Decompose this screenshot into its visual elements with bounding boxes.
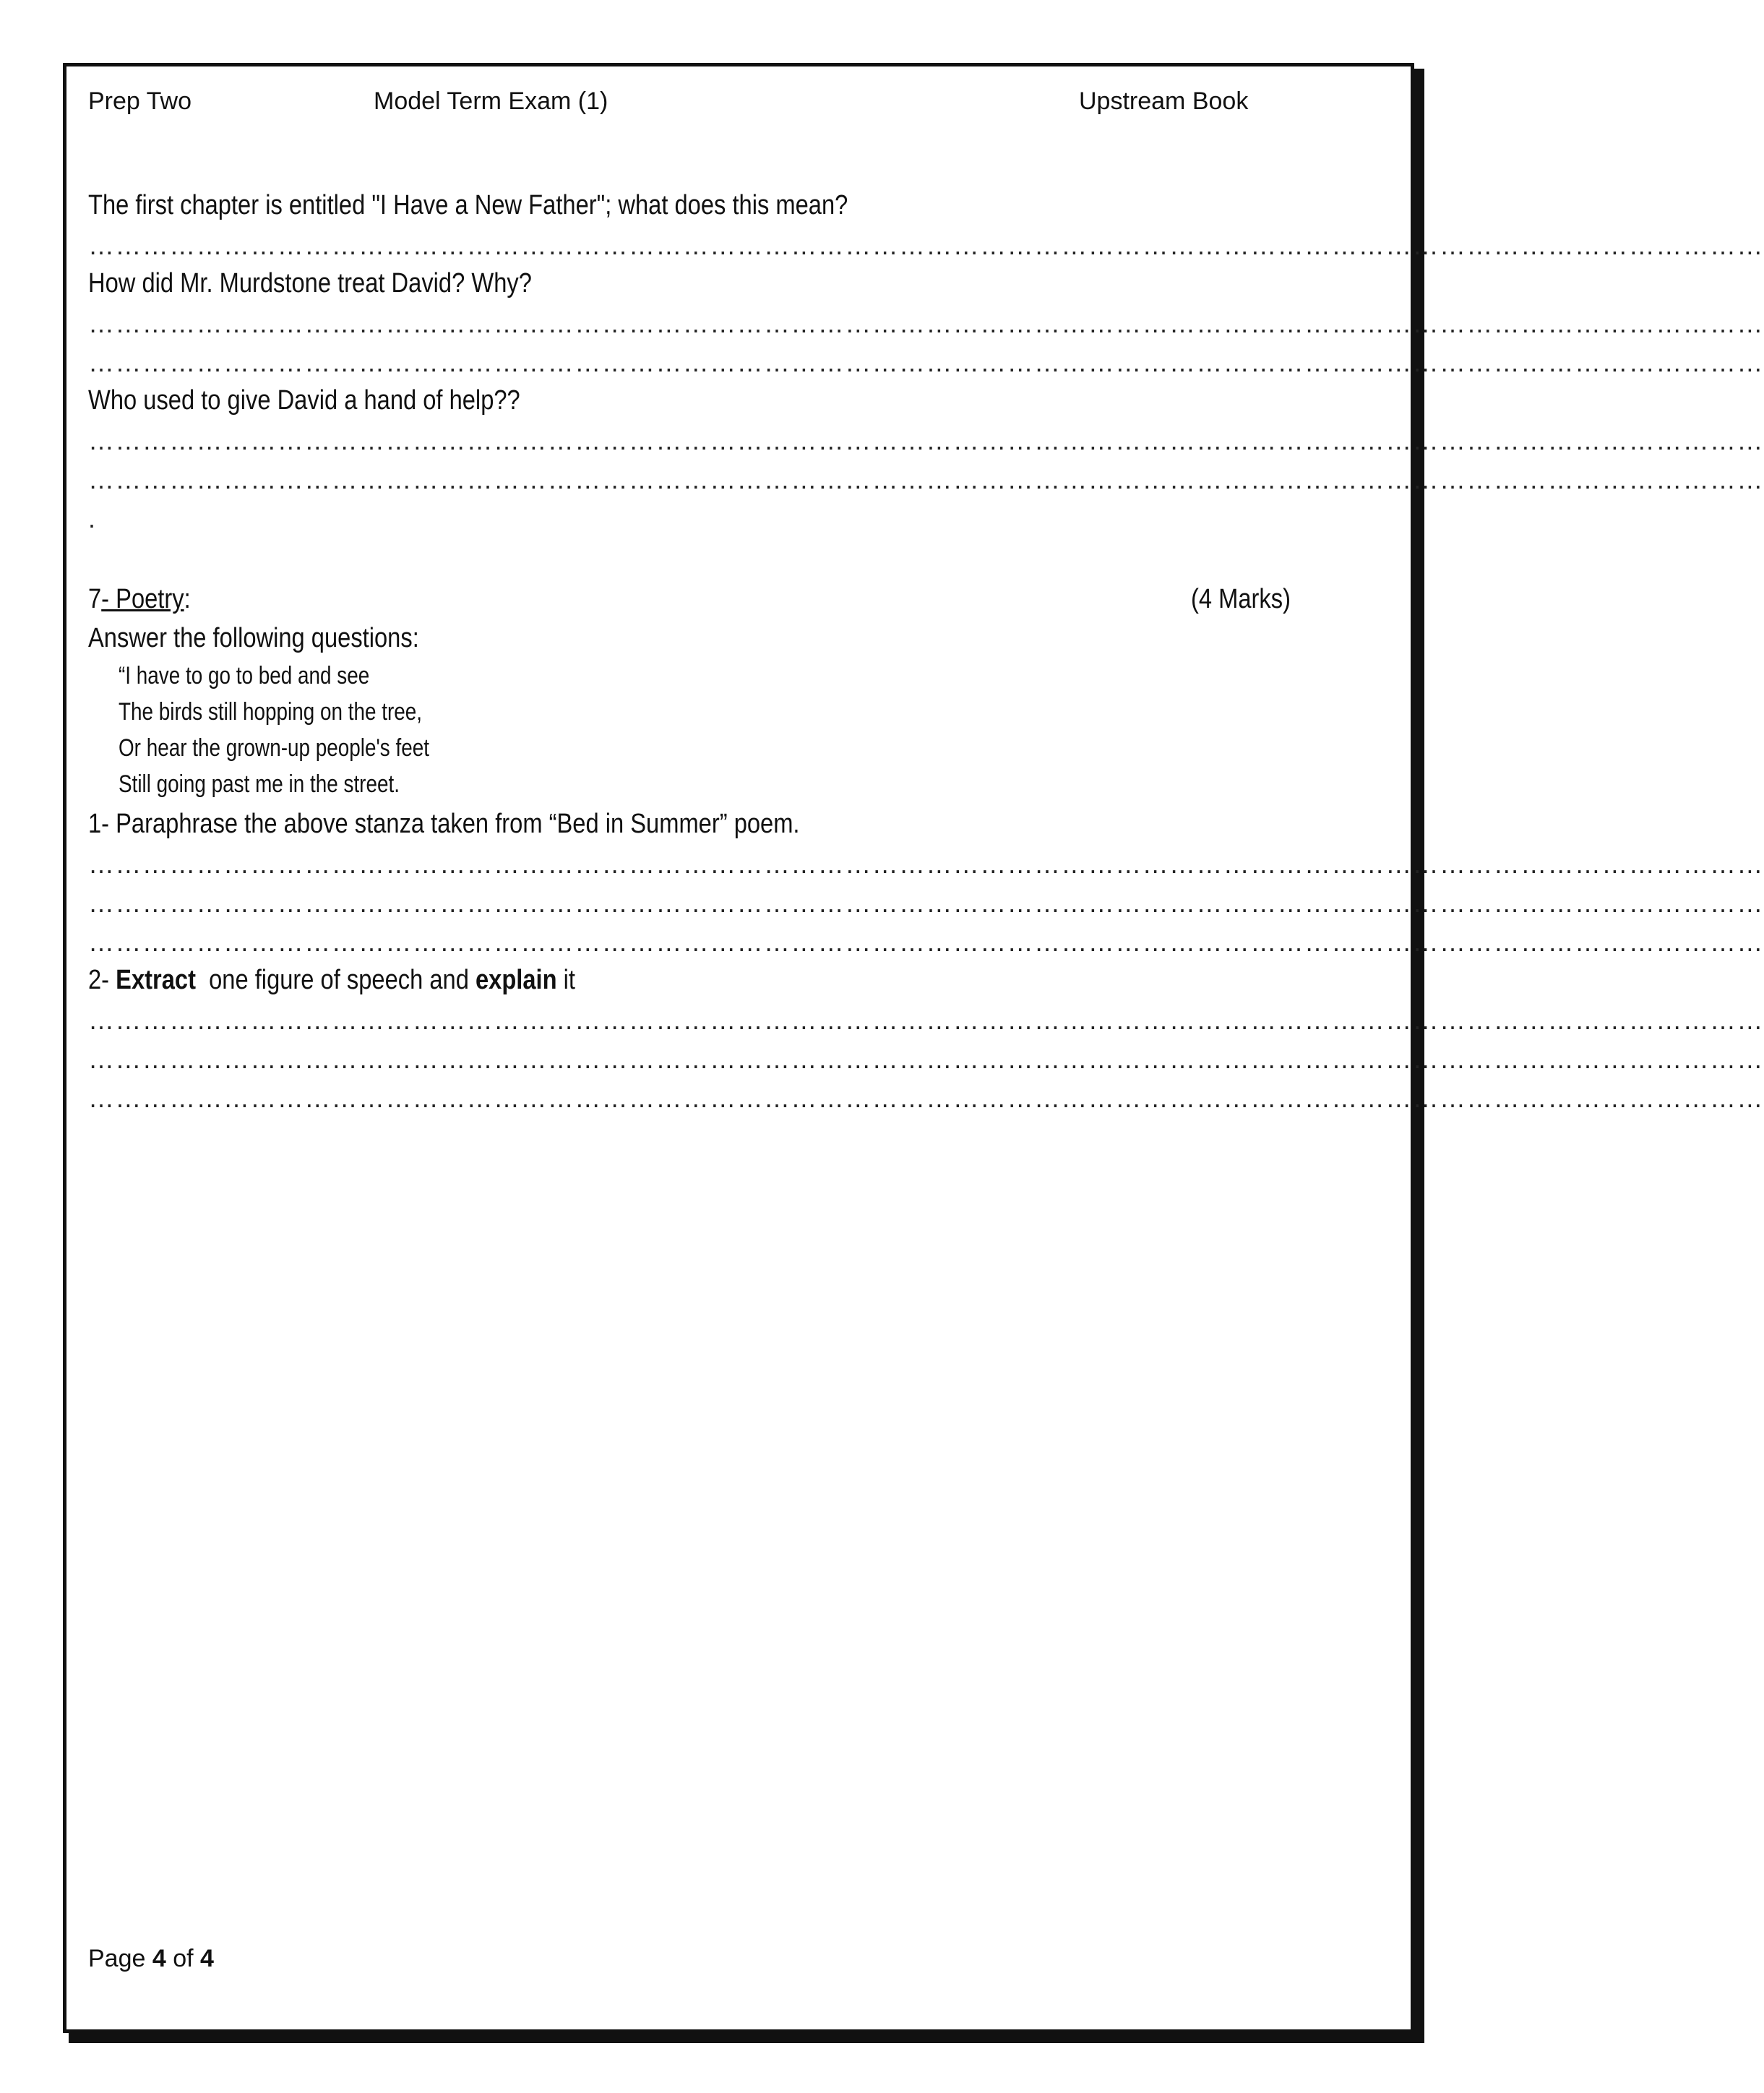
page-label: Page xyxy=(88,1945,146,1972)
stanza-line: Still going past me in the street. xyxy=(119,770,400,798)
page-total: 4 xyxy=(200,1945,214,1972)
header-exam-title: Model Term Exam (1) xyxy=(374,87,608,115)
poetry-section-colon: : xyxy=(184,584,191,614)
poetry-question-2 xyxy=(88,963,575,997)
poetry-instruction: Answer the following questions: xyxy=(88,623,419,653)
page-of-label: of xyxy=(173,1945,194,1972)
stanza-line: The birds still hopping on the tree, xyxy=(119,698,423,726)
answer-line[interactable]: …………………………………………………………………………………………………………………………………………………………………… xyxy=(88,1005,1764,1035)
novel-question-3: Who used to give David a hand of help?? xyxy=(88,385,520,416)
poetry-marks: (4 Marks) xyxy=(1191,584,1291,614)
poetry-q2-extract: Extract xyxy=(116,965,196,995)
answer-line[interactable]: …………………………………………………………………………………………………………………………………………………………………… xyxy=(88,348,1764,377)
poetry-section-heading xyxy=(88,583,191,616)
poetry-question-1: 1- Paraphrase the above stanza taken from “Bed in Summer” poem. xyxy=(88,809,800,839)
stanza-line: “I have to go to bed and see xyxy=(119,662,370,689)
answer-line[interactable]: …………………………………………………………………………………………………………………………………………………………………… xyxy=(88,888,1764,918)
header-book: Upstream Book xyxy=(1079,87,1249,115)
answer-line[interactable]: …………………………………………………………………………………………………………………………………………………………………… xyxy=(88,927,1764,957)
poetry-section-title: - Poetry xyxy=(101,584,184,614)
answer-line[interactable]: …………………………………………………………………………………………………………………………………………………………………… xyxy=(88,1083,1764,1113)
answer-line[interactable]: …………………………………………………………………………………………………………………………………………………………………… xyxy=(88,849,1764,879)
answer-line[interactable]: …………………………………………………………………………………………………………………………………………………………………… xyxy=(88,1044,1764,1074)
poetry-q2-suffix: it xyxy=(563,965,576,995)
poetry-q2-explain: explain xyxy=(475,965,557,995)
header-grade: Prep Two xyxy=(88,87,192,115)
answer-line[interactable]: …………………………………………………………………………………………………………………………………………………………………… xyxy=(88,465,1764,494)
answer-line[interactable]: …………………………………………………………………………………………………………………………………………………………………… xyxy=(88,426,1764,455)
novel-question-2: How did Mr. Murdstone treat David? Why? xyxy=(88,268,532,298)
poetry-q2-middle: one figure of speech and xyxy=(209,965,469,995)
stanza-line: Or hear the grown-up people's feet xyxy=(119,734,429,762)
answer-line-fragment: . xyxy=(88,504,97,533)
poetry-q2-prefix: 2- xyxy=(88,965,116,995)
novel-question-1: The first chapter is entitled "I Have a New Father"; what does this mean? xyxy=(88,190,848,220)
answer-line[interactable]: …………………………………………………………………………………………………………………………………………………………………… xyxy=(88,309,1764,338)
answer-line[interactable]: …………………………………………………………………………………………………………………………………………………………………… xyxy=(88,231,1764,260)
page-number xyxy=(88,1944,214,1973)
poetry-section-number: 7 xyxy=(88,584,102,614)
page-current: 4 xyxy=(152,1945,166,1972)
